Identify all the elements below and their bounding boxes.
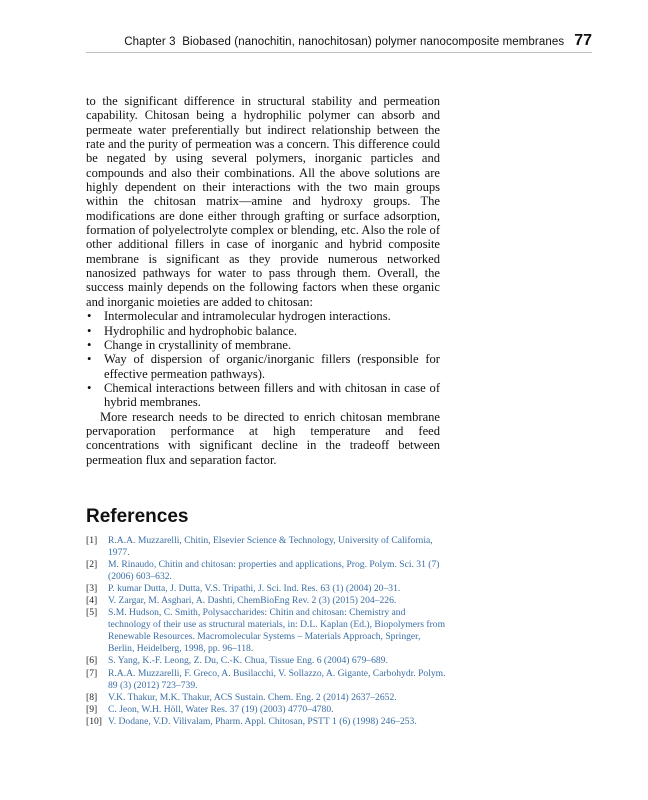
bullet-icon: • bbox=[87, 352, 92, 367]
bullet-icon: • bbox=[87, 309, 92, 324]
reference-item bbox=[86, 655, 446, 667]
list-item bbox=[86, 352, 440, 381]
reference-link[interactable]: S.M. Hudson, C. Smith, Polysaccharides: Chitin and chitosan: Chemistry and technology of their use as structural materials, in: D.L. Kaplan (Ed.), Biopolymers from Renewable Resources. Macromolecular Systems – Materials Approach, Springer, Berlin, Heidelberg, 1998, pp. 96–118. bbox=[108, 607, 446, 655]
list-item bbox=[86, 338, 440, 352]
bullet-icon: • bbox=[87, 380, 92, 395]
bullet-icon: • bbox=[87, 337, 92, 352]
references-heading: References bbox=[86, 506, 189, 527]
body-text bbox=[86, 94, 440, 467]
chapter-heading bbox=[124, 36, 564, 48]
reference-number: [5] bbox=[86, 607, 98, 619]
reference-item bbox=[86, 595, 446, 607]
reference-number: [8] bbox=[86, 691, 98, 703]
paragraph: to the significant difference in structural stability and permeation capability. Chitosan being a hydrophilic polymer can absorb and permeate water preferentially but indirect relationship between the rate and the purity of permeation was a concern. This difference could be negated by using several polymers, inorganic particles and compounds and also their combinations. All the above solutions are highly dependent on their interactions with the two main groups within the chitosan matrix—amine and hydroxy groups. The modifications are done either through grafting or surface adsorption, formation of polyelectrolyte complex or blending, etc. Also the role of other additional fillers in case of inorganic and hybrid composite membrane is significant as they provide numerous networked nanosized pathways for water to pass through them. Overall, the success mainly depends on the following factors when these organic and inorganic moieties are added to chitosan: bbox=[86, 94, 440, 309]
reference-item bbox=[86, 583, 446, 595]
reference-link[interactable]: M. Rinaudo, Chitin and chitosan: properties and applications, Prog. Polym. Sci. 31 (7) (2006) 603–632. bbox=[108, 559, 440, 583]
chapter-label: Chapter 3 bbox=[124, 36, 176, 48]
list-item-text: Hydrophilic and hydrophobic balance. bbox=[104, 323, 298, 338]
list-item bbox=[86, 381, 440, 410]
list-item bbox=[86, 309, 440, 323]
reference-number: [7] bbox=[86, 667, 98, 679]
bullet-icon: • bbox=[87, 323, 92, 338]
reference-link[interactable]: C. Jeon, W.H. Höll, Water Res. 37 (19) (2003) 4770–4780. bbox=[108, 703, 334, 715]
chapter-title: Biobased (nanochitin, nanochitosan) polymer nanocomposite membranes bbox=[182, 36, 565, 48]
list-item-text: Intermolecular and intramolecular hydrogen interactions. bbox=[104, 309, 391, 324]
reference-list bbox=[86, 535, 446, 728]
list-item-text: Change in crystallinity of membrane. bbox=[104, 337, 292, 352]
reference-link[interactable]: V.K. Thakur, M.K. Thakur, ACS Sustain. Chem. Eng. 2 (2014) 2637–2652. bbox=[108, 691, 397, 703]
list-item-text: Chemical interactions between fillers and with chitosan in case of hybrid membranes. bbox=[104, 380, 440, 410]
reference-number: [9] bbox=[86, 703, 98, 715]
reference-number: [2] bbox=[86, 559, 98, 571]
reference-number: [10] bbox=[86, 715, 102, 727]
reference-link[interactable]: P. kumar Dutta, J. Dutta, V.S. Tripathi, J. Sci. Ind. Res. 63 (1) (2004) 20–31. bbox=[108, 583, 401, 595]
page-number: 77 bbox=[574, 32, 592, 49]
reference-link[interactable]: R.A.A. Muzzarelli, Chitin, Elsevier Science & Technology, University of California, 1977. bbox=[108, 535, 433, 559]
reference-number: [4] bbox=[86, 595, 98, 607]
factor-list bbox=[86, 309, 440, 409]
reference-item bbox=[86, 716, 446, 728]
reference-number: [1] bbox=[86, 535, 98, 546]
reference-link[interactable]: V. Zargar, M. Asghari, A. Dashti, ChemBioEng Rev. 2 (3) (2015) 204–226. bbox=[108, 595, 397, 607]
list-item-text: Way of dispersion of organic/inorganic fillers (responsible for effective permeation pathways). bbox=[104, 352, 440, 381]
reference-link[interactable]: V. Dodane, V.D. Vilivalam, Pharm. Appl. Chitosan, PSTT 1 (6) (1998) 246–253. bbox=[108, 715, 417, 727]
paragraph: More research needs to be directed to enrich chitosan membrane pervaporation performance at high temperature and feed concentrations with significant decline in the tradeoff between permeation flux and separation factor. bbox=[86, 409, 440, 467]
running-header bbox=[86, 32, 592, 53]
reference-item bbox=[86, 692, 446, 704]
reference-link[interactable]: S. Yang, K.-F. Leong, Z. Du, C.-K. Chua, Tissue Eng. 6 (2004) 679–689. bbox=[108, 655, 388, 667]
reference-item bbox=[86, 607, 446, 655]
reference-number: [3] bbox=[86, 583, 98, 595]
reference-link[interactable]: R.A.A. Muzzarelli, F. Greco, A. Busilacchi, V. Sollazzo, A. Gigante, Carbohydr. Polym. 89 (3) (2012) 723–739. bbox=[108, 667, 446, 691]
reference-item bbox=[86, 668, 446, 692]
reference-number: [6] bbox=[86, 655, 98, 667]
reference-item bbox=[86, 559, 446, 583]
reference-item bbox=[86, 704, 446, 716]
list-item bbox=[86, 324, 440, 338]
reference-item bbox=[86, 535, 446, 559]
